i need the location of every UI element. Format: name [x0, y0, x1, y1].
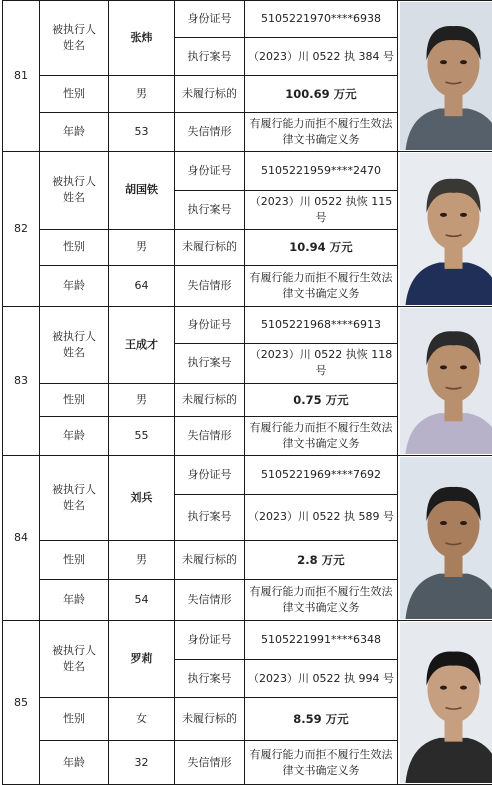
- row-number: 85: [3, 621, 40, 785]
- id-number: 5105221991****6348: [245, 621, 398, 660]
- amount-value: 2.8 万元: [245, 540, 398, 580]
- age-value: 54: [109, 580, 175, 621]
- debtor-row: [3, 1, 492, 38]
- status-value: 有履行能力而拒不履行生效法律文书确定义务: [245, 266, 398, 307]
- name-label-line: 被执行人 姓名: [52, 644, 96, 673]
- status-label: 失信情形: [175, 266, 245, 307]
- gender-label: 性别: [40, 76, 109, 113]
- name-label-line: 被执行人 姓名: [52, 23, 96, 52]
- portrait-illustration: [400, 2, 492, 150]
- debtor-name: 刘兵: [109, 456, 175, 541]
- id-number: 5105221969****7692: [245, 456, 398, 495]
- debtor-name: 张炜: [109, 1, 175, 76]
- gender-label: 性别: [40, 698, 109, 741]
- gender-value: 男: [109, 229, 175, 266]
- case-number: （2023）川 0522 执 994 号: [245, 659, 398, 698]
- debtor-photo: [398, 1, 492, 152]
- debtor-row: [3, 456, 492, 495]
- case-number: （2023）川 0522 执恢 118 号: [245, 343, 398, 383]
- case-label: 执行案号: [175, 190, 245, 229]
- row-number: 82: [3, 152, 40, 307]
- debtor-photo: [398, 152, 492, 307]
- id-label: 身份证号: [175, 1, 245, 38]
- case-number: （2023）川 0522 执恢 115 号: [245, 190, 398, 229]
- id-number: 5105221959****2470: [245, 152, 398, 191]
- age-value: 53: [109, 113, 175, 152]
- age-label: 年龄: [40, 113, 109, 152]
- amount-value: 0.75 万元: [245, 383, 398, 417]
- case-label: 执行案号: [175, 494, 245, 540]
- portrait-illustration: [400, 153, 492, 305]
- debtor-name: 胡国铁: [109, 152, 175, 230]
- amount-label: 未履行标的: [175, 698, 245, 741]
- age-label: 年龄: [40, 417, 109, 456]
- portrait-illustration: [400, 457, 492, 619]
- amount-value: 10.94 万元: [245, 229, 398, 266]
- amount-value: 100.69 万元: [245, 76, 398, 113]
- age-label: 年龄: [40, 266, 109, 307]
- case-label: 执行案号: [175, 659, 245, 698]
- debtor-row: [3, 152, 492, 191]
- name-label: [40, 621, 109, 698]
- status-label: 失信情形: [175, 113, 245, 152]
- id-label: 身份证号: [175, 621, 245, 660]
- amount-value: 8.59 万元: [245, 698, 398, 741]
- amount-label: 未履行标的: [175, 540, 245, 580]
- row-number: 81: [3, 1, 40, 152]
- debtor-photo: [398, 456, 492, 621]
- gender-label: 性别: [40, 540, 109, 580]
- portrait-illustration: [400, 308, 492, 454]
- debtor-name: 罗莉: [109, 621, 175, 698]
- id-number: 5105221968****6913: [245, 307, 398, 344]
- status-value: 有履行能力而拒不履行生效法律文书确定义务: [245, 741, 398, 785]
- id-number: 5105221970****6938: [245, 1, 398, 38]
- case-label: 执行案号: [175, 37, 245, 76]
- debtor-name: 王成才: [109, 307, 175, 384]
- amount-label: 未履行标的: [175, 229, 245, 266]
- gender-label: 性别: [40, 383, 109, 417]
- debtor-table-body: [3, 1, 492, 785]
- name-label-line: 被执行人 姓名: [52, 330, 96, 359]
- age-value: 55: [109, 417, 175, 456]
- name-label: [40, 1, 109, 76]
- gender-value: 女: [109, 698, 175, 741]
- amount-label: 未履行标的: [175, 383, 245, 417]
- name-label-line: 被执行人 姓名: [52, 175, 96, 204]
- debtor-photo: [398, 621, 492, 785]
- amount-label: 未履行标的: [175, 76, 245, 113]
- status-value: 有履行能力而拒不履行生效法律文书确定义务: [245, 417, 398, 456]
- gender-value: 男: [109, 540, 175, 580]
- gender-value: 男: [109, 76, 175, 113]
- status-value: 有履行能力而拒不履行生效法律文书确定义务: [245, 580, 398, 621]
- name-label: [40, 307, 109, 384]
- row-number: 83: [3, 307, 40, 456]
- id-label: 身份证号: [175, 307, 245, 344]
- status-value: 有履行能力而拒不履行生效法律文书确定义务: [245, 113, 398, 152]
- id-label: 身份证号: [175, 456, 245, 495]
- case-number: （2023）川 0522 执 384 号: [245, 37, 398, 76]
- name-label: [40, 152, 109, 230]
- debtor-table: [2, 0, 492, 785]
- debtor-row: [3, 307, 492, 344]
- row-number: 84: [3, 456, 40, 621]
- status-label: 失信情形: [175, 741, 245, 785]
- status-label: 失信情形: [175, 580, 245, 621]
- id-label: 身份证号: [175, 152, 245, 191]
- gender-label: 性别: [40, 229, 109, 266]
- age-label: 年龄: [40, 741, 109, 785]
- status-label: 失信情形: [175, 417, 245, 456]
- name-label-line: 被执行人 姓名: [52, 483, 96, 512]
- name-label: [40, 456, 109, 541]
- case-number: （2023）川 0522 执 589 号: [245, 494, 398, 540]
- age-value: 32: [109, 741, 175, 785]
- debtor-row: [3, 621, 492, 660]
- portrait-illustration: [400, 622, 492, 783]
- case-label: 执行案号: [175, 343, 245, 383]
- gender-value: 男: [109, 383, 175, 417]
- debtor-photo: [398, 307, 492, 456]
- age-label: 年龄: [40, 580, 109, 621]
- age-value: 64: [109, 266, 175, 307]
